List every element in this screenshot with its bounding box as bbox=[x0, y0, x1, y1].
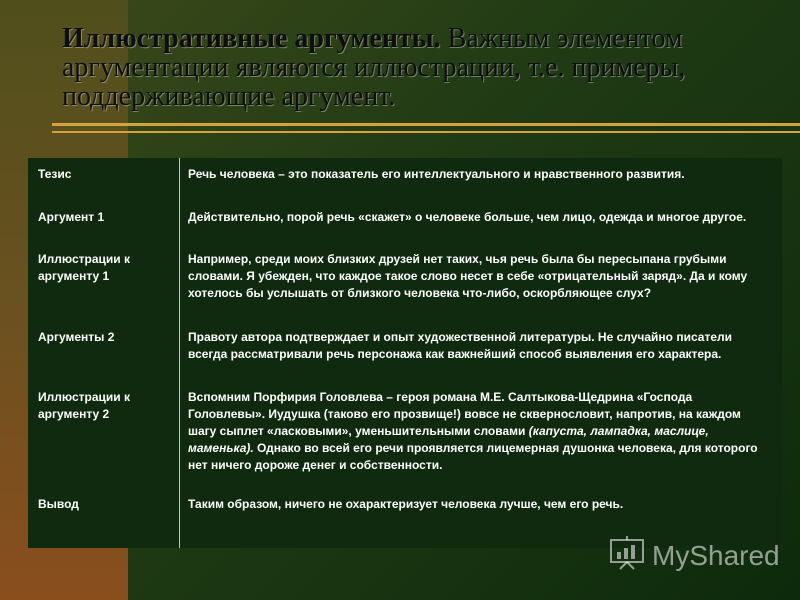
row-text-part: Вспомним Порфирия Головлева – героя романа М.Е. Салтыкова-Щедрина «Господа Головлевы». Иудушка (таково его прозвище!) вовсе не сквернословит, напротив, на каждом шагу сыплет «ласковыми», уменьшительными словами bbox=[188, 390, 741, 438]
title-rest: Важным элементом аргументации являются иллюстрации, т.е. примеры, поддерживающие аргумент. bbox=[62, 23, 686, 112]
argument-table bbox=[28, 158, 782, 548]
slide-title bbox=[62, 24, 782, 111]
title-lead: Иллюстративные аргументы. bbox=[62, 23, 441, 54]
myshared-watermark bbox=[608, 535, 780, 576]
row-text-part: Однако во всей его речи проявляется лицемерная душонка человека, для которого нет ничего дороже денег и собственности. bbox=[188, 441, 758, 472]
row-text: Правоту автора подтверждает и опыт художественной литературы. Не случайно писатели всегда рассматривали речь персонажа как важнейший способ выявления его характера. bbox=[188, 330, 733, 361]
row-label: Иллюстрации к аргументу 2 bbox=[38, 390, 130, 421]
column-divider bbox=[179, 158, 180, 548]
row-label: Аргумент 1 bbox=[38, 210, 105, 224]
row-label: Тезис bbox=[38, 167, 72, 181]
title-rule-bottom bbox=[52, 131, 800, 133]
row-text-italic: (капуста, лампадка, маслице, маменька). bbox=[188, 424, 709, 455]
title-rule-top bbox=[52, 123, 800, 126]
row-text: Таким образом, ничего не охарактеризует человека лучше, чем его речь. bbox=[188, 497, 624, 511]
row-text bbox=[188, 389, 772, 474]
presentation-board-icon bbox=[608, 535, 646, 576]
row-label: Вывод bbox=[38, 497, 79, 511]
row-text: Действительно, порой речь «скажет» о человеке больше, чем лицо, одежда и многое другое. bbox=[188, 210, 747, 224]
row-text: Речь человека – это показатель его интеллектуального и нравственного развития. bbox=[188, 167, 685, 181]
row-text: Например, среди моих близких друзей нет таких, чья речь была бы пересыпана грубыми словами. Я убежден, что каждое такое слово несет в себе «отрицательный заряд». Да и кому хотелось бы услышать от близкого человека что-либо, оскорбляющее слух? bbox=[188, 252, 748, 300]
watermark-text: MyShared bbox=[652, 539, 780, 571]
row-label: Иллюстрации к аргументу 1 bbox=[38, 252, 130, 283]
row-label: Аргументы 2 bbox=[38, 330, 115, 344]
